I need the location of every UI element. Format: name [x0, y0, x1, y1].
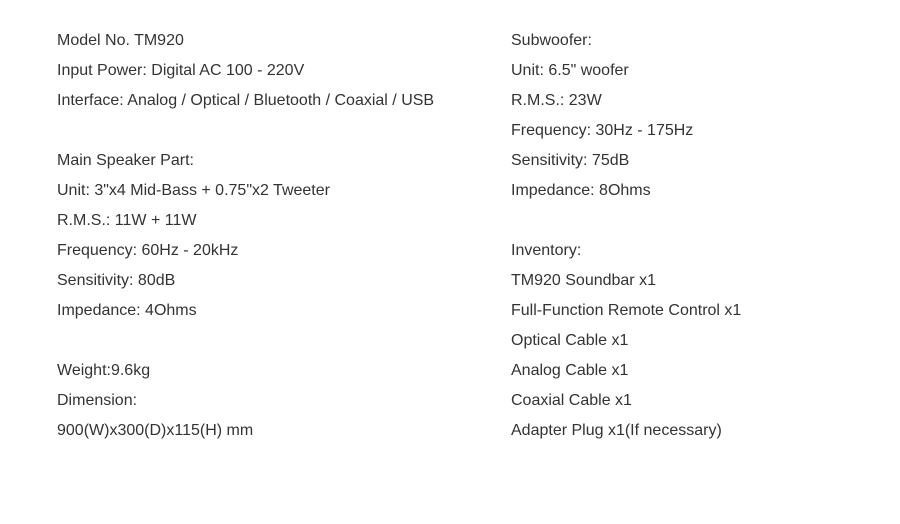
dimension-label: Dimension:: [57, 392, 138, 409]
main-speaker-sensitivity: Sensitivity: 80dB: [57, 272, 176, 289]
subwoofer-sensitivity: Sensitivity: 75dB: [511, 152, 630, 169]
subwoofer-unit: Unit: 6.5" woofer: [511, 62, 629, 79]
inventory-item: Analog Cable x1: [511, 362, 629, 379]
dimension-value: 900(W)x300(D)x115(H) mm: [57, 422, 254, 439]
main-speaker-impedance: Impedance: 4Ohms: [57, 302, 197, 319]
general-specs-column: [57, 26, 487, 446]
input-power: Input Power: Digital AC 100 - 220V: [57, 62, 305, 79]
inventory-item: Adapter Plug x1(If necessary): [511, 422, 722, 439]
main-speaker-rms: R.M.S.: 11W + 11W: [57, 212, 197, 229]
subwoofer-rms: R.M.S.: 23W: [511, 92, 602, 109]
main-speaker-unit: Unit: 3"x4 Mid-Bass + 0.75"x2 Tweeter: [57, 182, 330, 199]
spacer: [57, 326, 487, 356]
inventory-item: TM920 Soundbar x1: [511, 272, 656, 289]
inventory-item: Optical Cable x1: [511, 332, 629, 349]
inventory-item: Coaxial Cable x1: [511, 392, 632, 409]
interface-list: Interface: Analog / Optical / Bluetooth / Coaxial / USB: [57, 92, 435, 109]
spacer: [57, 116, 487, 146]
model-number: Model No. TM920: [57, 32, 184, 49]
main-speaker-frequency: Frequency: 60Hz - 20kHz: [57, 242, 239, 259]
subwoofer-inventory-column: [511, 26, 881, 446]
inventory-heading: Inventory:: [511, 242, 582, 259]
inventory-item: Full-Function Remote Control x1: [511, 302, 742, 319]
weight: Weight:9.6kg: [57, 362, 151, 379]
subwoofer-heading: Subwoofer:: [511, 32, 592, 49]
subwoofer-impedance: Impedance: 8Ohms: [511, 182, 651, 199]
main-speaker-heading: Main Speaker Part:: [57, 152, 194, 169]
subwoofer-frequency: Frequency: 30Hz - 175Hz: [511, 122, 694, 139]
spacer: [511, 206, 881, 236]
